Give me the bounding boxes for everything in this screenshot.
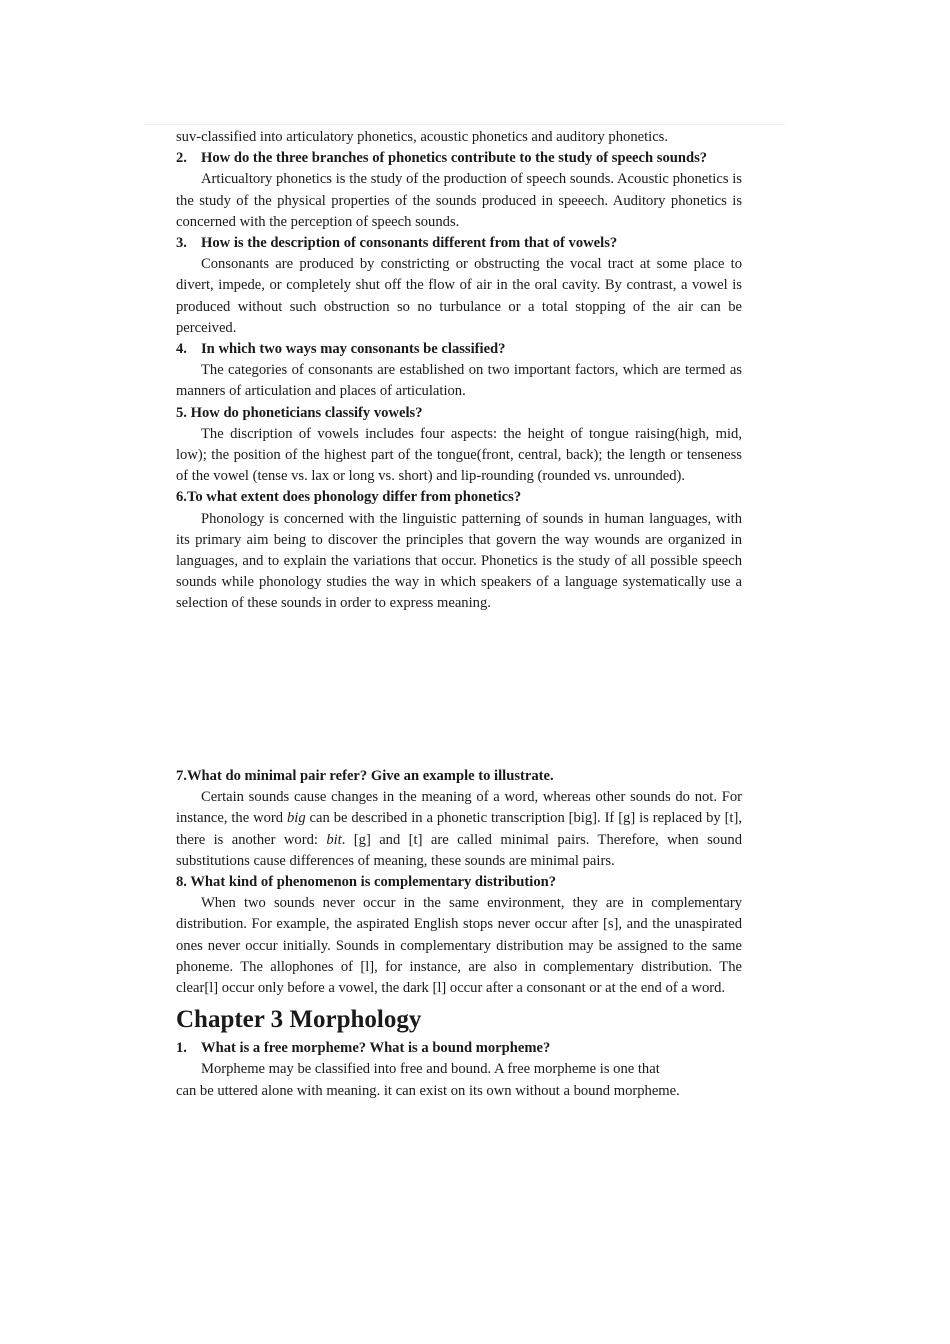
answer-7-part-b: can be described in a phonetic transcription [big]. If [g] is replaced by [t], there is another word: xyxy=(176,810,742,848)
question-number: 2. xyxy=(176,150,187,167)
answer-7-part-c: . [g] and [t] are called minimal pairs. Therefore, when sound substitutions cause differences of meaning, these sounds are minimal pairs. xyxy=(176,831,742,869)
answer-3: Consonants are produced by constricting or obstructing the vocal tract at some place to divert, impede, or completely shut off the flow of air in the oral cavity. By contrast, a vowel is produced without such obstruction so no turbulance or a total stopping of the air can be perceived. xyxy=(176,256,742,336)
text-block-upper xyxy=(176,127,742,615)
answer-2: Articualtory phonetics is the study of the production of speech sounds. Acoustic phonetics is the study of the physical properties of the sounds produced in speeech. Auditory phonetics is concerned with the perception of speech sounds. xyxy=(176,171,742,230)
question-number: 1. xyxy=(176,1040,187,1057)
question-7: 7.What do minimal pair refer? Give an example to illustrate. xyxy=(176,768,554,784)
word-bit: bit xyxy=(326,831,342,848)
question-text: What is a free morpheme? What is a bound morpheme? xyxy=(201,1040,551,1057)
question-number: 5. xyxy=(176,404,187,421)
question-text: In which two ways may consonants be classified? xyxy=(201,341,506,358)
question-text: How is the description of consonants different from that of vowels? xyxy=(201,235,618,252)
morphology-answer-1-line-2: can be uttered alone with meaning. it can exist on its own without a bound morpheme. xyxy=(176,1082,680,1099)
answer-7 xyxy=(176,787,742,872)
answer-6: Phonology is concerned with the linguistic patterning of sounds in human languages, with its primary aim being to discover the principles that govern the way wounds are organized in languages, and to explain the variations that occur. Phonetics is the study of all possible speech sounds while phonology studies the way in which speakers of a language systematically use a selection of these sounds in order to express meaning. xyxy=(176,510,742,612)
header-rule xyxy=(145,124,785,125)
question-2 xyxy=(176,148,742,169)
text-block-lower xyxy=(176,766,742,1102)
question-4 xyxy=(176,339,742,360)
chapter-heading: Chapter 3 Morphology xyxy=(176,1006,422,1034)
morphology-answer-1-line-1: Morpheme may be classified into free and bound. A free morpheme is one that xyxy=(201,1061,660,1078)
answer-8: When two sounds never occur in the same environment, they are in complementary distribution. For example, the aspirated English stops never occur after [s], and the unaspirated ones never occur initially. Sounds in complementary distribution may be assigned to the same phoneme. The allophones of [l], for instance, are also in complementary distribution. The clear[l] occur only before a vowel, the dark [l] occur after a consonant or at the end of a word. xyxy=(176,895,742,997)
morphology-question-1 xyxy=(176,1038,742,1059)
word-big: big xyxy=(287,810,306,827)
question-5 xyxy=(176,403,742,424)
answer-7-part-a: Certain sounds cause changes in the meaning of a word, whereas other sounds do not. For instance, the word xyxy=(176,789,742,827)
question-3 xyxy=(176,233,742,254)
question-number: 4. xyxy=(176,341,187,358)
answer-4: The categories of consonants are established on two important factors, which are termed as manners of articulation and places of articulation. xyxy=(176,362,742,400)
question-text: How do phoneticians classify vowels? xyxy=(190,404,423,421)
question-number: 3. xyxy=(176,235,187,252)
continuation-text: suv-classified into articulatory phonetics, acoustic phonetics and auditory phonetics. xyxy=(176,129,669,145)
question-6: 6.To what extent does phonology differ from phonetics? xyxy=(176,489,522,506)
question-text: How do the three branches of phonetics contribute to the study of speech sounds? xyxy=(201,150,708,167)
question-8: 8. What kind of phenomenon is complementary distribution? xyxy=(176,874,557,891)
answer-5: The discription of vowels includes four aspects: the height of tongue raising(high, mid, low); the position of the highest part of the tongue(front, central, back); the length or tenseness of the vowel (tense vs. lax or long vs. short) and lip-rounding (rounded vs. unrounded). xyxy=(176,425,742,485)
